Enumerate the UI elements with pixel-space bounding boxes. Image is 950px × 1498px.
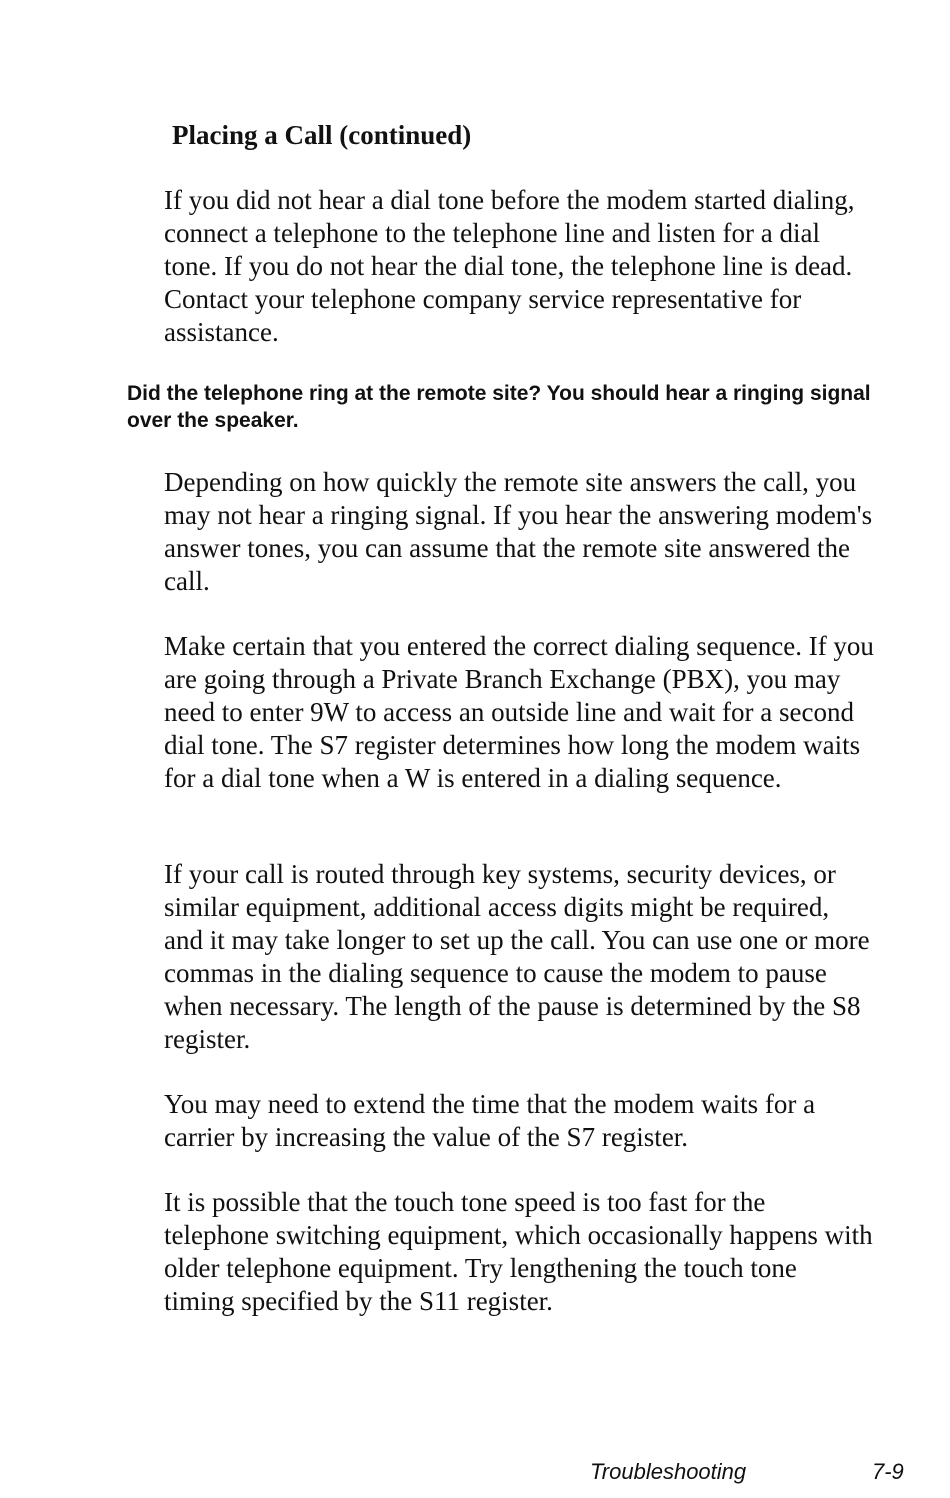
footer-page-number: 7-9 — [872, 1459, 904, 1484]
paragraph-carrier-wait: You may need to extend the time that the modem waits for a carrier by increasing the value of the S7 register. — [164, 1089, 816, 1152]
troubleshooting-question: Did the telephone ring at the remote site? You should hear a ringing signal over the speaker. — [127, 382, 871, 432]
footer-section-title: Troubleshooting — [590, 1459, 747, 1484]
section-heading: Placing a Call (continued) — [172, 120, 472, 150]
paragraph-key-systems: If your call is routed through key systems, security devices, or similar equipment, additional access digits might be required, and it may take longer to set up the call. You can use one or more commas in the dialing sequence to cause the modem to pause when necessary. The length of the pause is determined by the S8 register. — [164, 859, 870, 1054]
paragraph-dialing-sequence: Make certain that you entered the correct dialing sequence. If you are going through a Private Branch Exchange (PBX), you may need to enter 9W to access an outside line and wait for a second dial tone. The S7 register determines how long the modem waits for a dial tone when a W is entered in a dialing sequence. — [164, 631, 874, 793]
paragraph-touch-tone: It is possible that the touch tone speed is too fast for the telephone switching equipment, which occasionally happens with older telephone equipment. Try lengthening the touch tone timing specified by the S11 register. — [164, 1187, 873, 1316]
paragraph-ringing-signal: Depending on how quickly the remote site answers the call, you may not hear a ringing signal. If you hear the answering modem's answer tones, you can assume that the remote site answered the call. — [164, 467, 873, 596]
paragraph-dial-tone: If you did not hear a dial tone before the modem started dialing, connect a telephone to the telephone line and listen for a dial tone. If you do not hear the dial tone, the telephone line is dead. Contact your telephone company service representative for assistance. — [164, 185, 855, 347]
